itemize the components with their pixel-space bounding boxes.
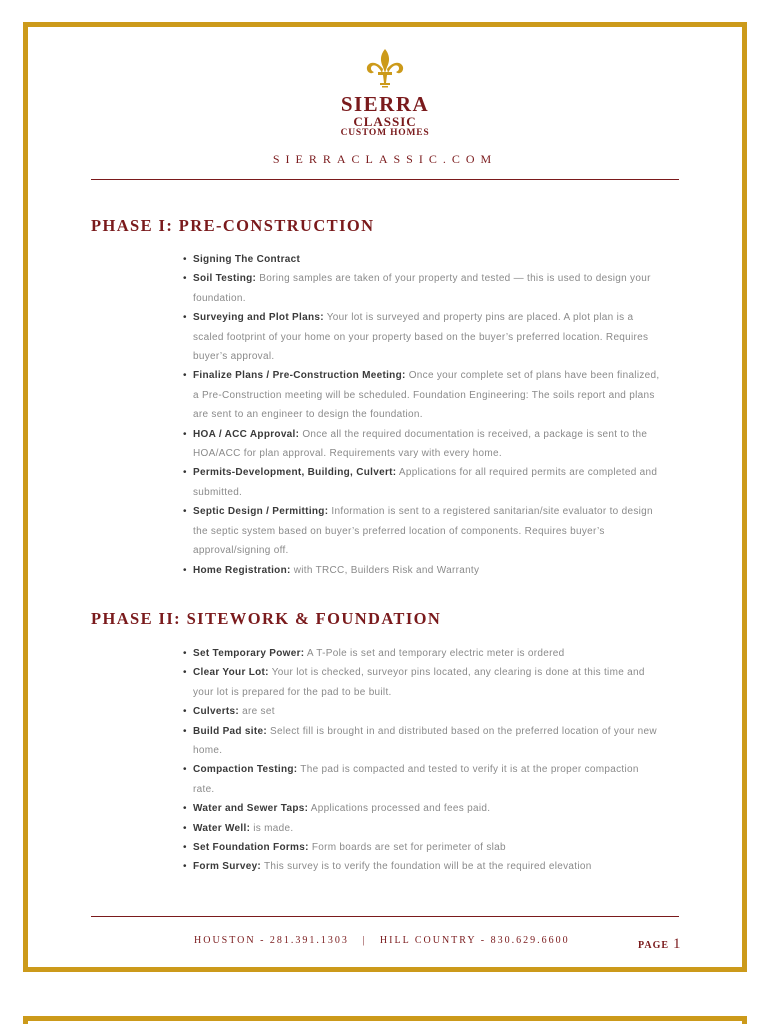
item-desc: Applications processed and fees paid. (308, 803, 491, 815)
item-term: Culverts: (193, 706, 240, 718)
list-item (183, 760, 663, 799)
item-term: HOA / ACC Approval: (193, 428, 300, 440)
item-desc: Information is sent to a registered sanitarian/site evaluator to design the septic system based on buyer’s preferred location of components. Requires buyer’s approval/signing off. (193, 506, 653, 557)
brand-name: SIERRA (340, 92, 430, 116)
item-desc: Form boards are set for perimeter of slab (308, 842, 506, 854)
phase1-heading: PHASE I: PRE-CONSTRUCTION (91, 216, 375, 235)
list-item (183, 250, 663, 269)
item-term: Septic Design / Permitting: (193, 506, 329, 518)
item-term: Permits-Development, Building, Culvert: (193, 467, 397, 479)
list-item (183, 799, 663, 818)
item-desc: This survey is to verify the foundation will be at the required elevation (261, 861, 592, 873)
item-desc: Boring samples are taken of your property and tested — this is used to design your foundation. (193, 273, 651, 304)
item-term: Set Foundation Forms: (193, 842, 309, 854)
list-item (183, 561, 663, 580)
item-desc: is made. (250, 822, 294, 834)
list-item (183, 425, 663, 464)
list-item (183, 644, 663, 663)
brand-logo (28, 47, 742, 139)
item-desc: Applications for all required permits are completed and submitted. (193, 467, 658, 498)
item-term: Finalize Plans / Pre-Construction Meeting: (193, 370, 406, 382)
website-url[interactable]: SIERRACLASSIC.COM (272, 152, 498, 166)
phase2-heading: PHASE II: SITEWORK & FOUNDATION (91, 609, 442, 628)
item-desc: Select fill is brought in and distributed based on the preferred location of your new home. (193, 725, 657, 757)
footer-contact: HOUSTON - 281.391.1303 | HILL COUNTRY - 830.629.6600 (194, 935, 570, 946)
list-item (183, 838, 663, 857)
page-frame (23, 22, 747, 972)
next-page-frame (23, 1016, 747, 1024)
item-term: Form Survey: (193, 861, 262, 873)
item-term: Signing The Contract (193, 254, 301, 265)
list-item (183, 463, 663, 502)
list-item (183, 366, 663, 424)
fleur-de-lis-icon (363, 47, 407, 91)
item-desc: A T-Pole is set and temporary electric meter is ordered (304, 648, 565, 659)
item-desc: are set (239, 706, 275, 718)
brand-custom-homes: CUSTOM HOMES (340, 128, 430, 138)
phase2-list (183, 644, 663, 877)
item-term: Water and Sewer Taps: (193, 803, 309, 815)
phase1-list (183, 250, 663, 580)
page-indicator (638, 936, 682, 953)
footer-divider (91, 916, 679, 917)
list-item (183, 722, 663, 761)
item-desc: The pad is compacted and tested to verify it is at the proper compaction rate. (193, 764, 639, 795)
list-item (183, 308, 663, 366)
item-desc: Your lot is checked, surveyor pins located, any clearing is done at this time and your lot is prepared for the pad to be built. (193, 667, 645, 698)
page-number: 1 (673, 936, 682, 952)
page-footer (28, 935, 742, 955)
item-term: Water Well: (193, 822, 251, 834)
item-term: Surveying and Plot Plans: (193, 312, 324, 324)
item-term: Home Registration: (193, 564, 291, 576)
item-term: Clear Your Lot: (193, 667, 269, 679)
item-desc: Once your complete set of plans have been finalized, a Pre-Construction meeting will be scheduled. Foundation Engineering: The soils report and plans are sent to an engineer to design the foundation. (193, 370, 660, 421)
item-desc: Your lot is surveyed and property pins are placed. A plot plan is a scaled footprint of your home on your property based on the buyer’s preferred location. Requires buyer’s approval. (193, 312, 649, 363)
list-item (183, 269, 663, 308)
list-item (183, 663, 663, 702)
item-term: Soil Testing: (193, 273, 257, 285)
list-item (183, 702, 663, 721)
item-term: Build Pad site: (193, 725, 267, 737)
list-item (183, 502, 663, 560)
item-desc: with TRCC, Builders Risk and Warranty (290, 564, 480, 576)
list-item (183, 857, 663, 876)
header-divider (91, 179, 679, 180)
item-desc: Once all the required documentation is received, a package is sent to the HOA/ACC for plan approval. Requirements vary with every home. (193, 428, 648, 460)
brand-classic: CLASSIC (353, 114, 417, 129)
item-term: Set Temporary Power: (193, 648, 305, 659)
list-item (183, 819, 663, 838)
item-term: Compaction Testing: (193, 764, 298, 776)
page-label: PAGE (638, 940, 670, 951)
